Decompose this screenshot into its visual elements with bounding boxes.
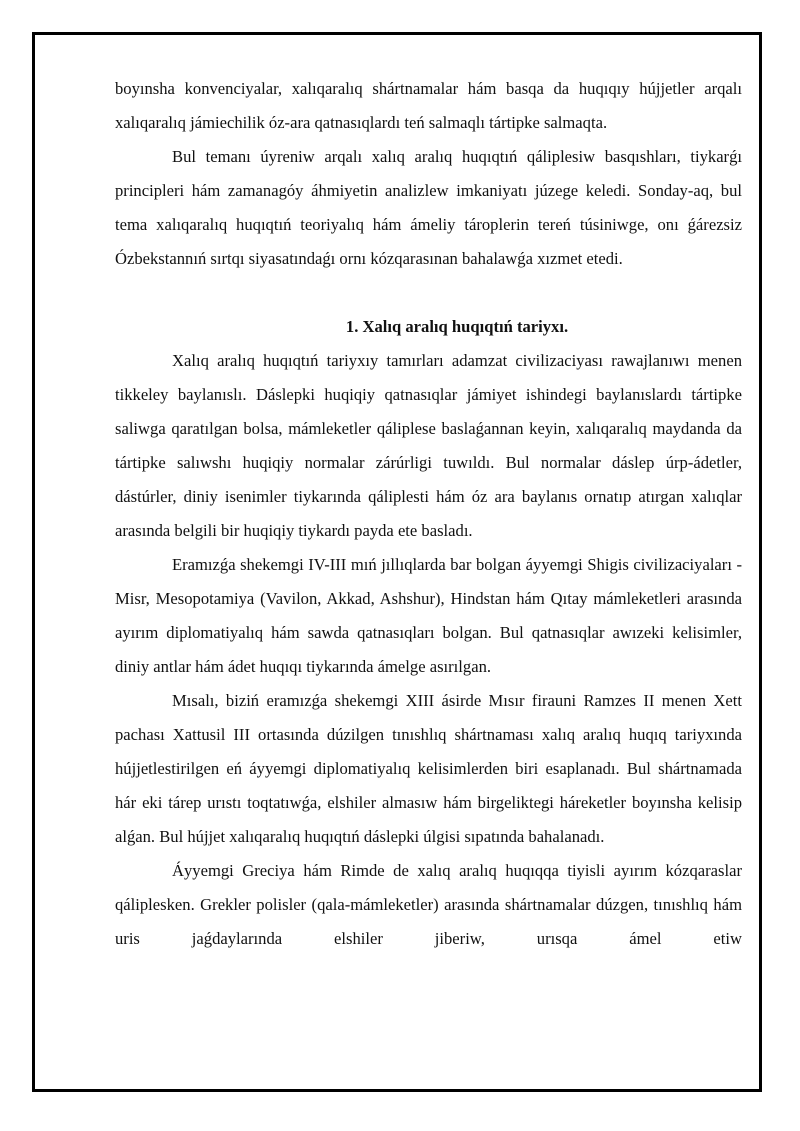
blank-line: [115, 276, 742, 310]
document-body: [115, 72, 742, 956]
paragraph-treaty-example: Mısalı, biziń eramızǵa shekemgi XIII ásirde Mısır firauni Ramzes II menen Xett pachası Xattusil III ortasında dúzilgen tınıshlıq shártnaması xalıq aralıq huqıq tariyxında hújjetlestirilgen eń áyyemgi diplomatiyalıq kelisimlerden biri esaplanadı. Bul shártnamada hár eki tárep urıstı toqtatıwǵa, elshiler almasıw hám birgeliktegi háreketler boyınsha kelisip alǵan. Bul hújjet xalıqaralıq huqıqtıń dáslepki úlgisi sıpatında bahalanadı.: [115, 691, 742, 846]
paragraph-greece-rome: Áyyemgi Greciya hám Rimde de xalıq aralıq huqıqqa tiyisli ayırım kózqaraslar qáliplesken. Grekler polisler (qala-mámleketler) arasında shártnamalar dúzgen, tınıshlıq hám uris jaǵdaylarında elshiler jiberiw, urısqa ámel etiw: [115, 861, 742, 948]
paragraph-continuation: boyınsha konvenciyalar, xalıqaralıq shártnamalar hám basqa da huqıqıy hújjetler arqalı xalıqaralıq jámiechilik óz-ara qatnasıqlardı teń salmaqlı tártipke salmaqta.: [115, 79, 742, 132]
section-heading: 1. Xalıq aralıq huqıqtıń tariyxı.: [345, 317, 569, 336]
paragraph-east-civilizations: Eramızǵa shekemgi IV-III mıń jıllıqlarda bar bolgan áyyemgi Shigis civilizaciyaları - Misr, Mesopotamiya (Vavilon, Akkad, Ashshur), Hindstan hám Qıtay mámleketleri arasında ayırım diplomatiyalıq hám sawda qatnasıqları bolgan. Bul qatnasıqlar awızeki kelisimler, diniy antlar hám ádet huqıqı tiykarında ámelge asırılgan.: [115, 555, 742, 676]
paragraph-intro: Bul temanı úyreniw arqalı xalıq aralıq huqıqtıń qáliplesiw basqıshları, tiykarǵı principleri hám zamanagóy áhmiyetin analizlew imkaniyatı júzege keledi. Sonday-aq, bul tema xalıqaralıq huqıqtıń teoriyalıq hám ámeliy tároplerin tereń túsiniwge, onı ǵárezsiz Ózbekstannıń sırtqı siyasatındaǵı ornı kózqarasınan bahalawǵa xızmet etedi.: [115, 147, 742, 268]
paragraph-history: Xalıq aralıq huqıqtıń tariyxıy tamırları adamzat civilizaciyası rawajlanıwı menen tikkeley baylanıslı. Dáslepki huqiqiy qatnasıqlar jámiyet ishindegi baylanıslardı tártipke saliwga qaratılgan bolsa, mámleketler qáliplese baslaǵannan keyin, xalıqaralıq maydanda da tártipke salıwshı huqiqiy normalar zárúrligi tuwıldı. Bul normalar dáslep úrp-ádetler, dástúrler, diniy isenimler tiykarında qáliplesti hám óz ara baylanıs ornatıp atırgan xalıqlar arasında belgili bir huqiqiy tiykardı payda ete basladı.: [115, 351, 742, 540]
